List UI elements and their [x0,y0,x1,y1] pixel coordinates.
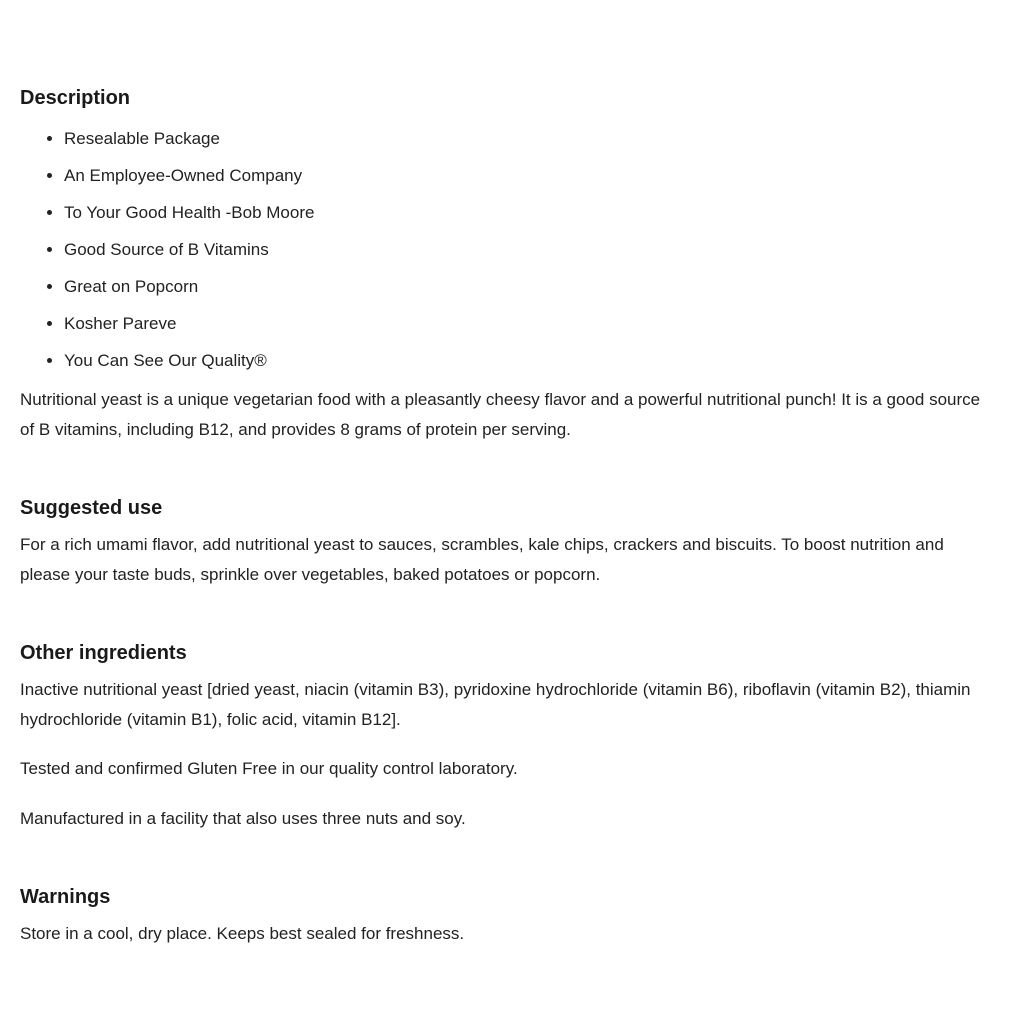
suggested-use-paragraph: For a rich umami flavor, add nutritional yeast to sauces, scrambles, kale chips, crackers and biscuits. To boost nutrition and please your taste buds, sprinkle over vegetables, baked potatoes or popcorn. [20,535,944,584]
description-bullet-list [20,120,998,379]
other-ingredients-heading: Other ingredients [20,642,187,664]
warnings-section [20,885,998,949]
suggested-use-heading: Suggested use [20,497,163,519]
other-ingredients-paragraph: Inactive nutritional yeast [dried yeast, niacin (vitamin B3), pyridoxine hydrochloride (vitamin B6), riboflavin (vitamin B2), thiamin hydrochloride (vitamin B1), folic acid, vitamin B12]. [20,680,971,729]
suggested-use-section [20,496,998,589]
bullet-item: • You Can See Our Quality® [64,342,998,379]
bullet-item: • Kosher Pareve [64,305,998,342]
other-ingredients-section [20,641,998,833]
gluten-free-paragraph: Tested and confirmed Gluten Free in our quality control laboratory. [20,759,518,778]
warnings-heading: Warnings [20,886,111,908]
description-heading: Description [20,87,131,109]
facility-paragraph: Manufactured in a facility that also uses three nuts and soy. [20,808,466,828]
bullet-item: • Great on Popcorn [64,268,998,305]
bullet-item: • An Employee-Owned Company [64,157,998,194]
description-section [20,86,998,444]
warnings-paragraph: Store in a cool, dry place. Keeps best sealed for freshness. [20,924,465,943]
description-paragraph: Nutritional yeast is a unique vegetarian food with a pleasantly cheesy flavor and a powerful nutritional punch! It is a good source of B vitamins, including B12, and provides 8 grams of protein per serving. [20,390,981,439]
bullet-item: • Resealable Package [64,120,998,157]
bullet-item: • To Your Good Health -Bob Moore [64,194,998,231]
bullet-item: • Good Source of B Vitamins [64,231,998,268]
